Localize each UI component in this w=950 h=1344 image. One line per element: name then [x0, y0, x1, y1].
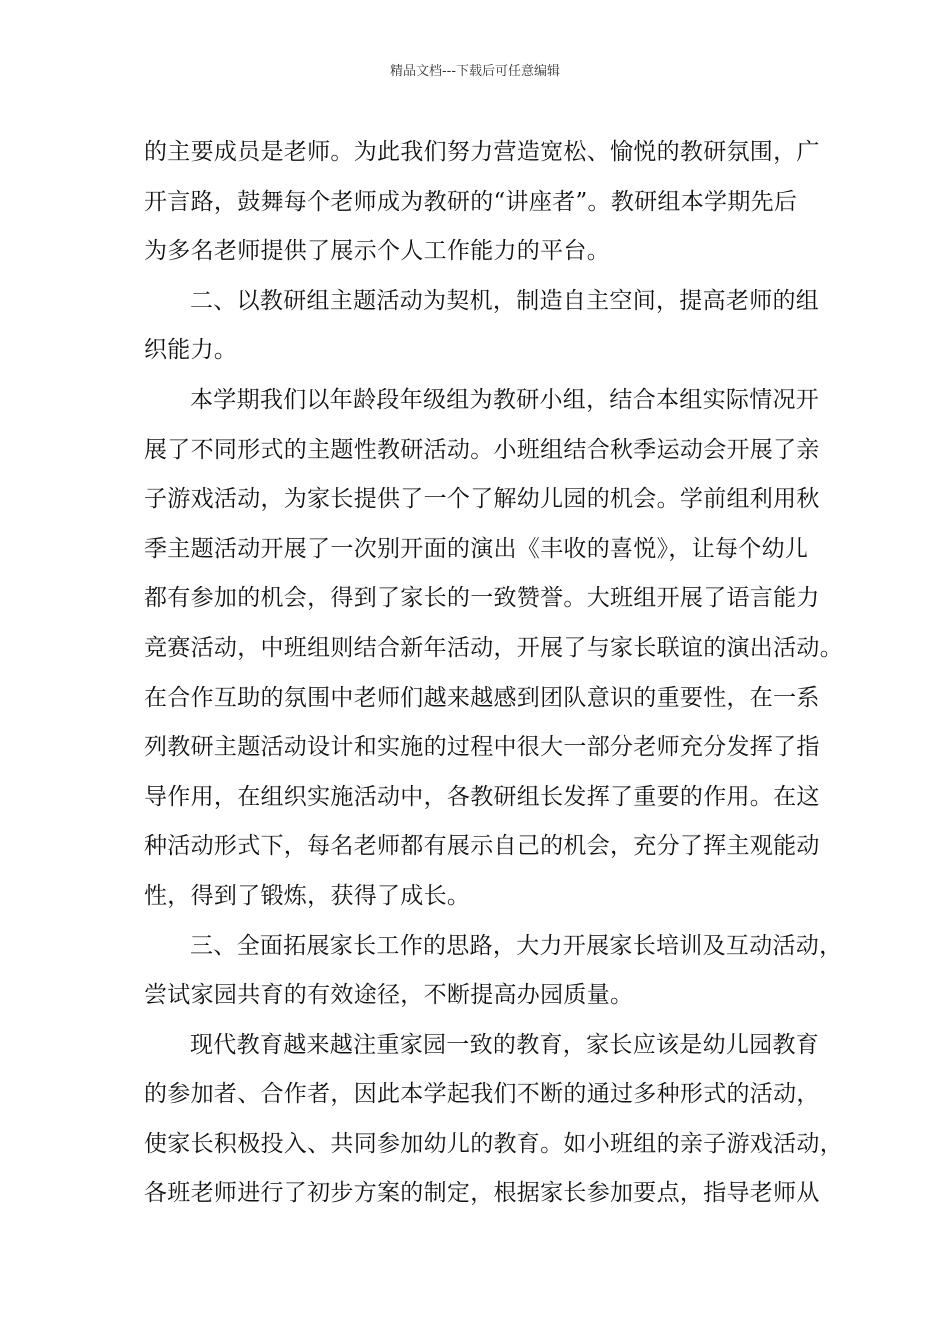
text-line: 都有参加的机会，得到了家长的一致赞誉。大班组开展了语言能力	[144, 585, 820, 612]
text-line: 为多名老师提供了展示个人工作能力的平台。	[144, 238, 610, 265]
text-line: 尝试家园共育的有效途径，不断提高办园质量。	[144, 982, 634, 1009]
text-line: 使家长积极投入、共同参加幼儿的教育。如小班组的亲子游戏活动，	[144, 1130, 843, 1157]
text-line: 三、全面拓展家长工作的思路，大力开展家长培训及互动活动，	[190, 932, 843, 959]
text-line: 织能力。	[144, 337, 238, 364]
text-line: 子游戏活动，为家长提供了一个了解幼儿园的机会。学前组利用秋	[144, 486, 820, 513]
text-line: 各班老师进行了初步方案的制定，根据家长参加要点，指导老师从	[144, 1180, 820, 1207]
document-body	[144, 128, 843, 1219]
text-line: 列教研主题活动设计和实施的过程中很大一部分老师充分发挥了指	[144, 734, 820, 761]
text-line: 导作用，在组织实施活动中，各教研组长发挥了重要的作用。在这	[144, 783, 820, 810]
text-line: 的参加者、合作者，因此本学起我们不断的通过多种形式的活动，	[144, 1081, 820, 1108]
page-header: 精品文档---下载后可任意编辑	[389, 64, 561, 79]
text-line: 季主题活动开展了一次别开面的演出《丰收的喜悦》，让每个幼儿	[144, 535, 809, 562]
text-line: 本学期我们以年龄段年级组为教研小组，结合本组实际情况开	[190, 386, 820, 413]
text-line: 开言路，鼓舞每个老师成为教研的“讲座者”。教研组本学期先后	[144, 188, 798, 215]
text-line: 二、以教研组主题活动为契机，制造自主空间，提高老师的组	[190, 287, 820, 314]
text-line: 在合作互助的氛围中老师们越来越感到团队意识的重要性，在一系	[144, 684, 820, 711]
text-line: 展了不同形式的主题性教研活动。小班组结合秋季运动会开展了亲	[144, 436, 820, 463]
text-line: 种活动形式下，每名老师都有展示自己的机会，充分了挥主观能动	[144, 833, 820, 860]
text-line: 的主要成员是老师。为此我们努力营造宽松、愉悦的教研氛围，广	[144, 139, 820, 165]
text-line: 竞赛活动，中班组则结合新年活动，开展了与家长联谊的演出活动。	[144, 634, 843, 661]
text-line: 现代教育越来越注重家园一致的教育，家长应该是幼儿园教育	[190, 1031, 820, 1058]
text-line: 性，得到了锻炼，获得了成长。	[144, 882, 471, 909]
